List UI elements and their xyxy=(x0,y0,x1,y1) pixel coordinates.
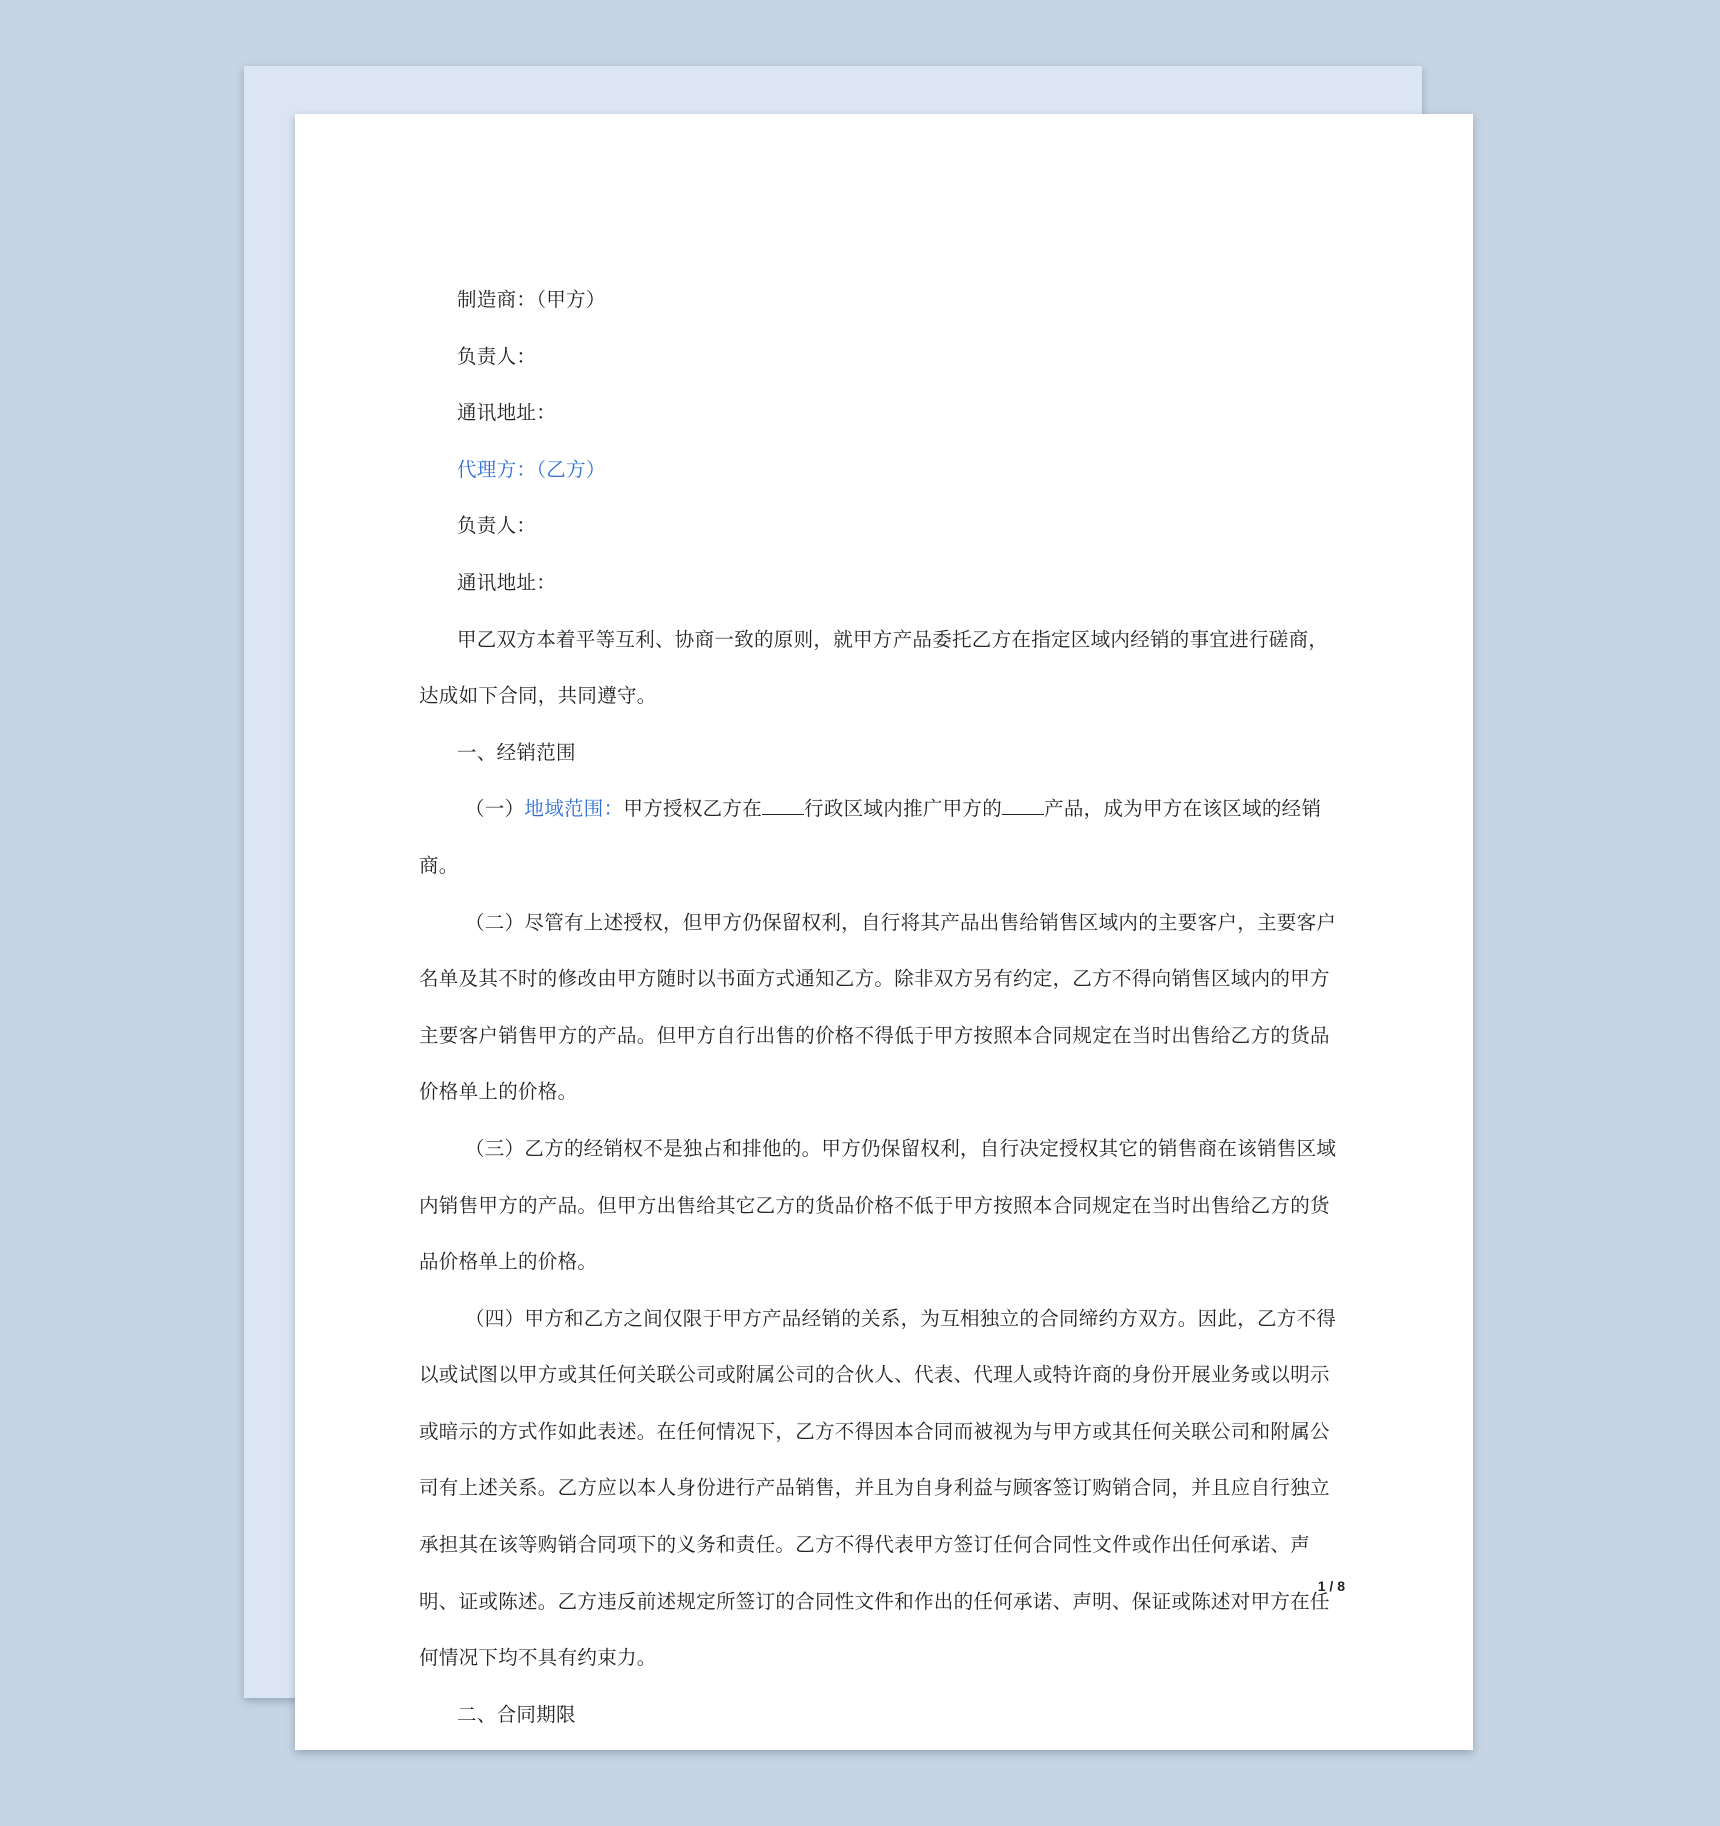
manufacturer-address-line: 通讯地址： xyxy=(457,401,557,425)
clause-2-paragraph: （二）尽管有上述授权，但甲方仍保留权利，自行将其产品出售给销售区域内的主要客户，主要客户名单及其不时的修改由甲方随时以书面方式通知乙方。除非双方另有约定，乙方不得向销售区域内的甲方主要客户销售甲方的产品。但甲方自行出售的价格不得低于甲方按照本合同规定在当时出售给乙方的货品价格单上的价格。 xyxy=(419,910,1337,1104)
clause-1-prefix: （一） xyxy=(465,797,525,821)
page-number: 1 / 8 xyxy=(1317,1578,1345,1594)
clause-1-label: 地域范围： xyxy=(524,797,624,821)
clause-1-part2: 行政区域内推广甲方的 xyxy=(804,797,1003,821)
clause-3-paragraph: （三）乙方的经销权不是独占和排他的。甲方仍保留权利，自行决定授权其它的销售商在该销售区域内销售甲方的产品。但甲方出售给其它乙方的货品价格不低于甲方按照本合同规定在当时出售给乙方的货品价格单上的价格。 xyxy=(419,1136,1337,1274)
blank-field-region xyxy=(762,796,804,815)
clause-1-part1: 甲方授权乙方在 xyxy=(623,797,763,821)
agent-contact-line: 负责人： xyxy=(457,514,537,538)
manufacturer-contact-line: 负责人： xyxy=(457,344,537,368)
section-1-heading: 一、经销范围 xyxy=(457,740,576,764)
clause-1-part3: 产品，成为甲方在该区域的经销商。 xyxy=(419,797,1322,877)
section-2-heading: 二、合同期限 xyxy=(457,1702,576,1726)
document-body xyxy=(419,272,1345,1743)
clause-1-paragraph xyxy=(419,781,1345,894)
agent-address-line: 通讯地址： xyxy=(457,570,557,594)
clause-4-paragraph: （四）甲方和乙方之间仅限于甲方产品经销的关系，为互相独立的合同缔约方双方。因此，乙方不得以或试图以甲方或其任何关联公司或附属公司的合伙人、代表、代理人或特许商的身份开展业务或以明示或暗示的方式作如此表述。在任何情况下，乙方不得因本合同而被视为与甲方或其任何关联公司和附属公司有上述关系。乙方应以本人身份进行产品销售，并且为自身利益与顾客签订购销合同，并且应自行独立承担其在该等购销合同项下的义务和责任。乙方不得代表甲方签订任何合同性文件或作出任何承诺、声明、证或陈述。乙方违反前述规定所签订的合同性文件和作出的任何承诺、声明、保证或陈述对甲方在任何情况下均不具有约束力。 xyxy=(419,1306,1337,1670)
document-page xyxy=(295,114,1473,1750)
agent-line: 代理方：（乙方） xyxy=(457,457,606,481)
blank-field-product xyxy=(1002,796,1044,815)
preamble-paragraph: 甲乙双方本着平等互利、协商一致的原则，就甲方产品委托乙方在指定区域内经销的事宜进行磋商，达成如下合同，共同遵守。 xyxy=(419,627,1329,708)
manufacturer-line: 制造商：（甲方） xyxy=(457,288,606,311)
